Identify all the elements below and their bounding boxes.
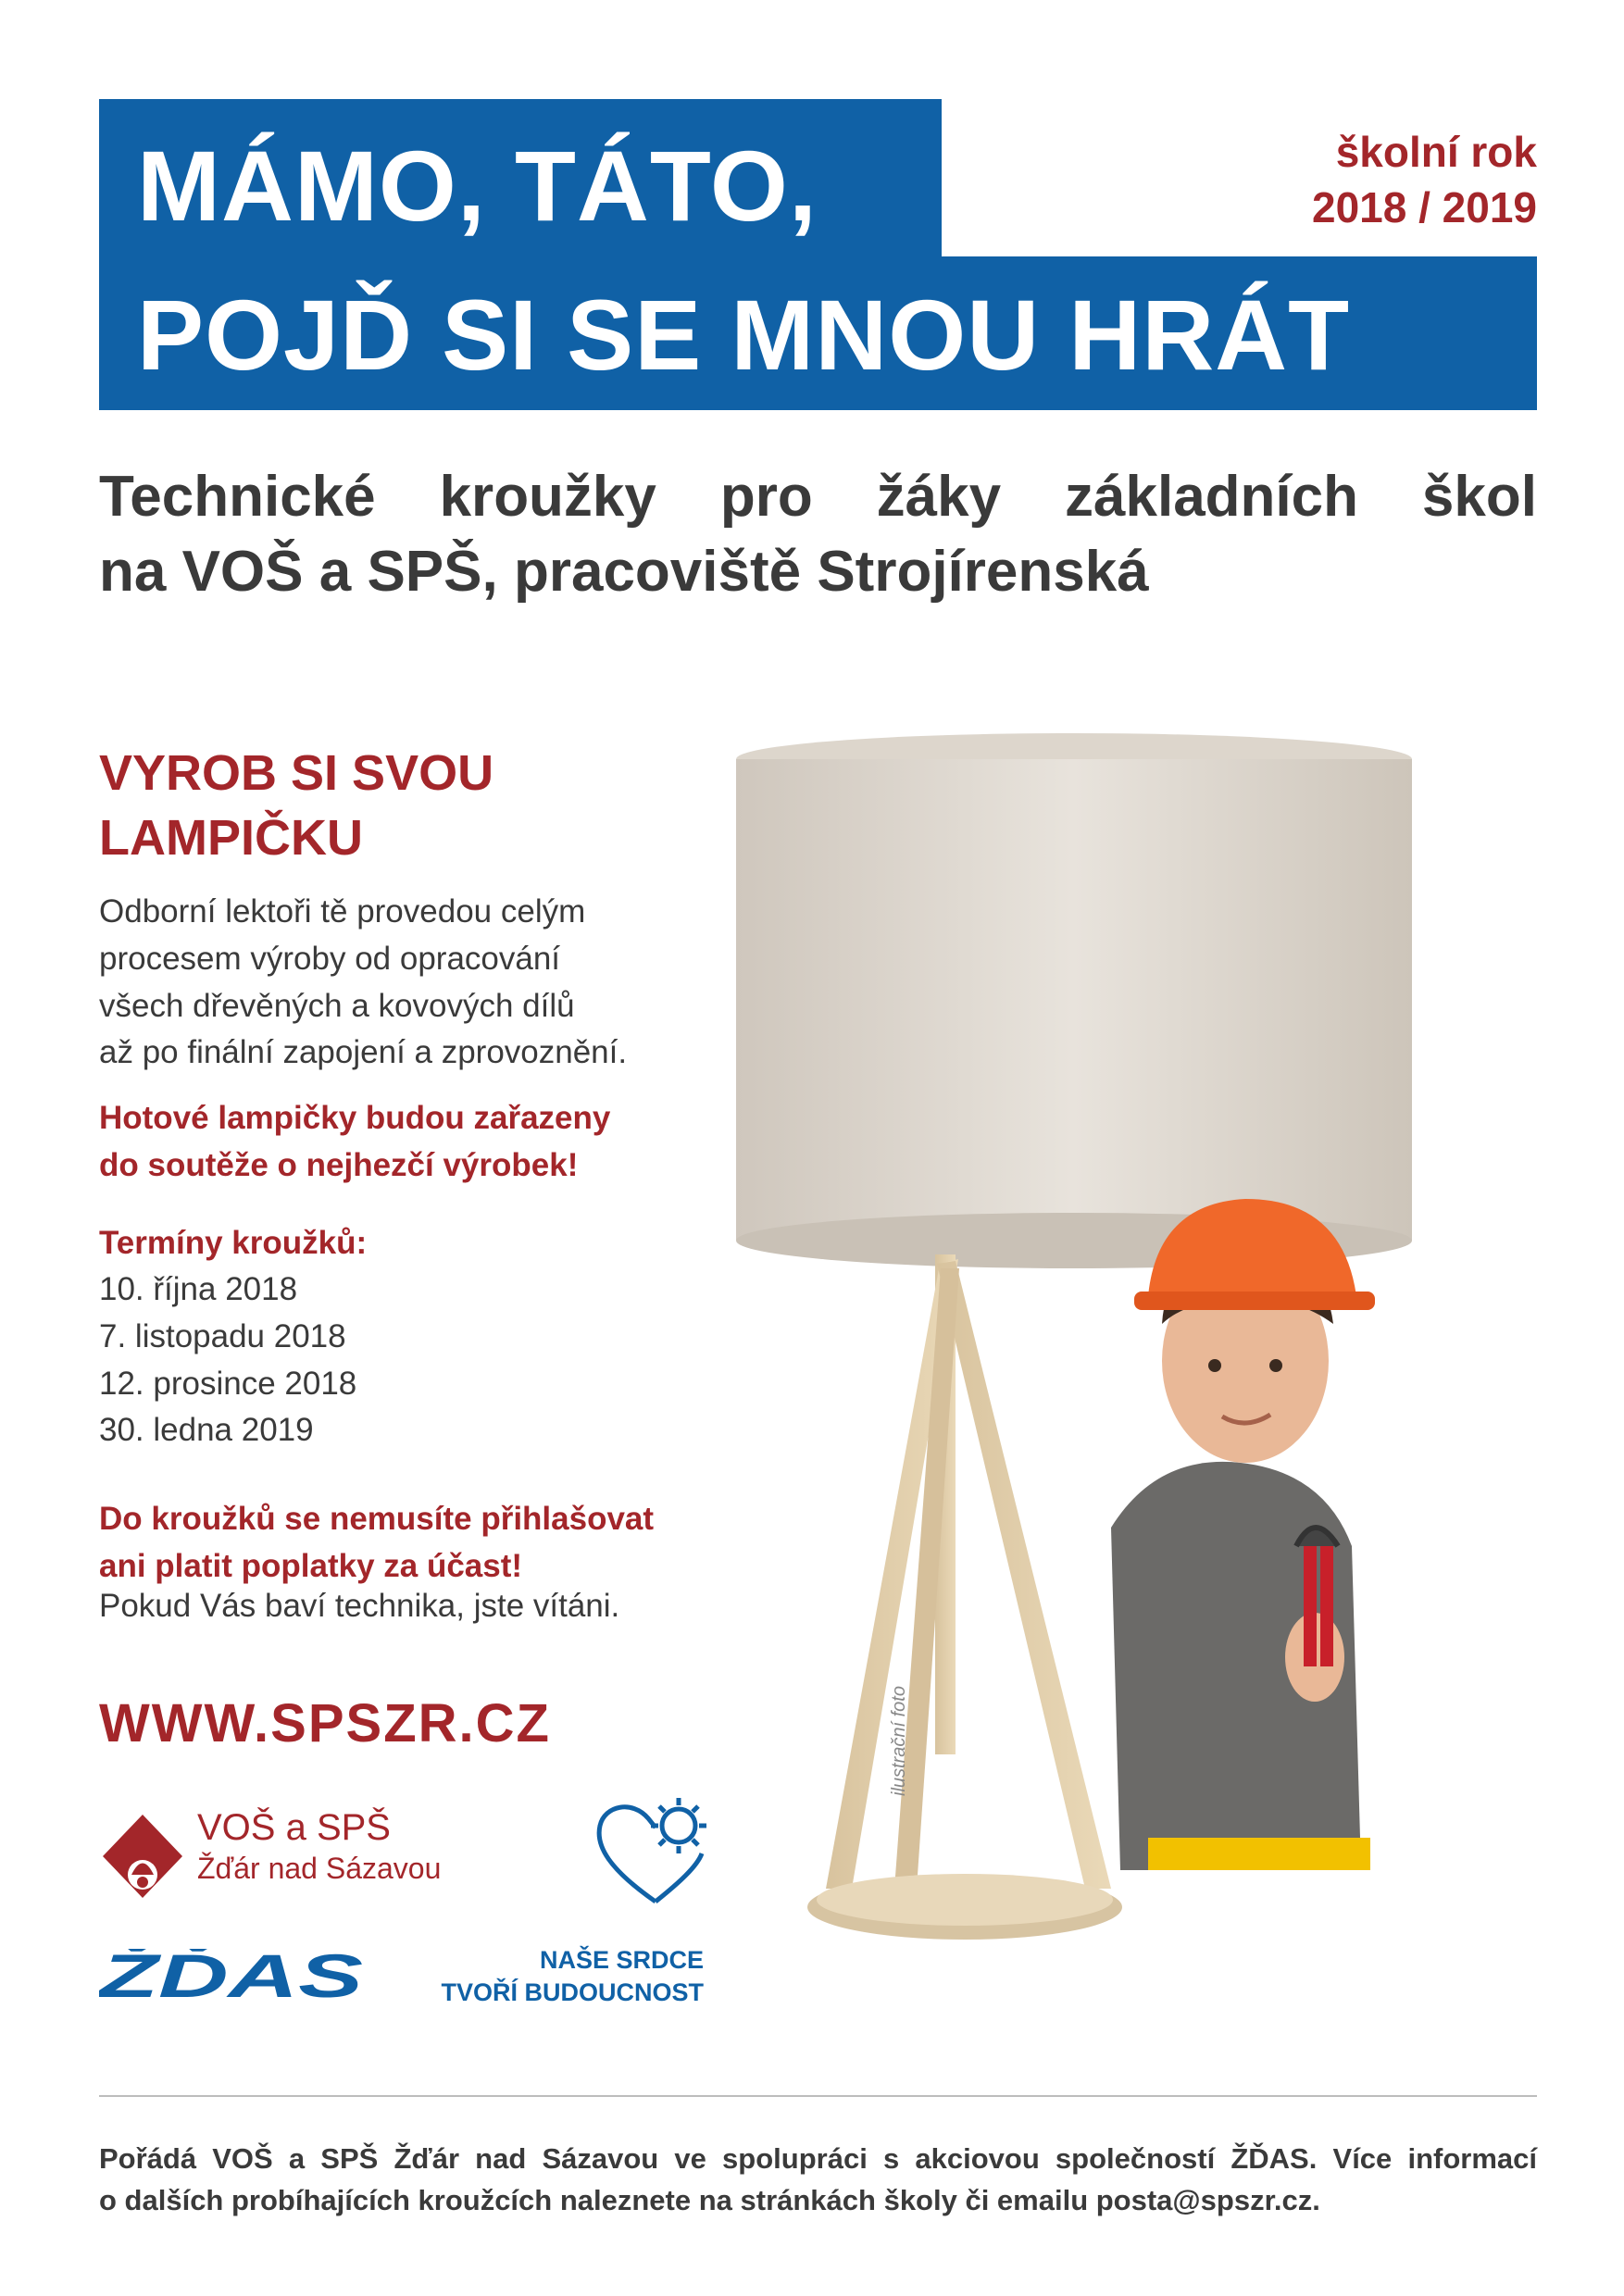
subtitle [99, 460, 1537, 609]
description-line: Odborní lektoři tě provedou celým [99, 893, 586, 930]
term-date: 7. listopadu 2018 [99, 1317, 346, 1354]
footer-divider [99, 2095, 1537, 2097]
lamp-photo [722, 731, 1426, 2018]
note-line: Do kroužků se nemusíte přihlašovat [99, 1501, 655, 1537]
child-figure [1111, 1199, 1375, 1870]
zdas-logo [99, 1949, 368, 2009]
highlight-line: Hotové lampičky budou zařazeny [99, 1100, 611, 1136]
description-line: až po finální zapojení a zprovoznění. [99, 1034, 628, 1071]
slogan [407, 1944, 704, 2009]
headline-line1: MÁMO, TÁTO, [137, 130, 818, 242]
section-title [99, 741, 493, 870]
school-year [1312, 125, 1537, 236]
terms-list [99, 1267, 356, 1454]
highlight-line: do soutěže o nejhezčí výrobek! [99, 1146, 579, 1183]
terms-heading: Termíny kroužků: [99, 1225, 368, 1261]
footer-text [99, 2139, 1537, 2222]
slogan-line1: NAŠE SRDCE [539, 1946, 704, 1974]
welcome-note: Pokud Vás baví technika, jste vítáni. [99, 1588, 620, 1624]
school-year-label: školní rok [1335, 128, 1537, 176]
lamp-shade [736, 733, 1412, 1268]
photo-caption: ilustrační foto [889, 1686, 909, 1796]
competition-highlight [99, 1095, 610, 1190]
zdas-logo-icon [99, 1949, 368, 2004]
footer-line2: o dalších probíhajících kroužcích naleznete na stránkách školy či emailu posta@spszr.cz. [99, 2183, 1320, 2216]
section-title-line2: LAMPIČKU [99, 810, 363, 867]
heart-sun-icon [591, 1791, 720, 1911]
school-logo-icon [99, 1810, 187, 1912]
description [99, 889, 627, 1077]
school-year-value: 2018 / 2019 [1311, 182, 1537, 231]
description-line: procesem výroby od opracování [99, 940, 561, 977]
term-date: 10. října 2018 [99, 1271, 298, 1307]
headline-line2: POJĎ SI SE MNOU HRÁT [137, 279, 1351, 391]
section-title-line1: VYROB SI SVOU [99, 745, 494, 801]
note-line: ani platit poplatky za účast! [99, 1547, 523, 1584]
school-name: VOŠ a SPŠ [197, 1807, 391, 1848]
term-date: 12. prosince 2018 [99, 1365, 357, 1402]
footer-line1: Pořádá VOŠ a SPŠ Žďár nad Sázavou ve spolupráci s akciovou společností ŽĎAS. Více informací [99, 2142, 1537, 2175]
school-city: Žďár nad Sázavou [197, 1852, 442, 1885]
subtitle-line1: Technické kroužky pro žáky základních škol [99, 465, 1537, 529]
school-logo-text [197, 1805, 441, 1889]
term-date: 30. ledna 2019 [99, 1412, 314, 1449]
svg-text:ŽĎAS: ŽĎAS [99, 1949, 364, 2004]
website-link[interactable]: WWW.SPSZR.CZ [99, 1693, 551, 1753]
lamp-legs [807, 1254, 1122, 1940]
subtitle-line2: na VOŠ a SPŠ, pracoviště Strojírenská [99, 539, 1149, 604]
description-line: všech dřevěných a kovových dílů [99, 987, 575, 1024]
no-registration-note [99, 1496, 654, 1591]
slogan-line2: TVOŘÍ BUDOUCNOST [441, 1978, 704, 2007]
